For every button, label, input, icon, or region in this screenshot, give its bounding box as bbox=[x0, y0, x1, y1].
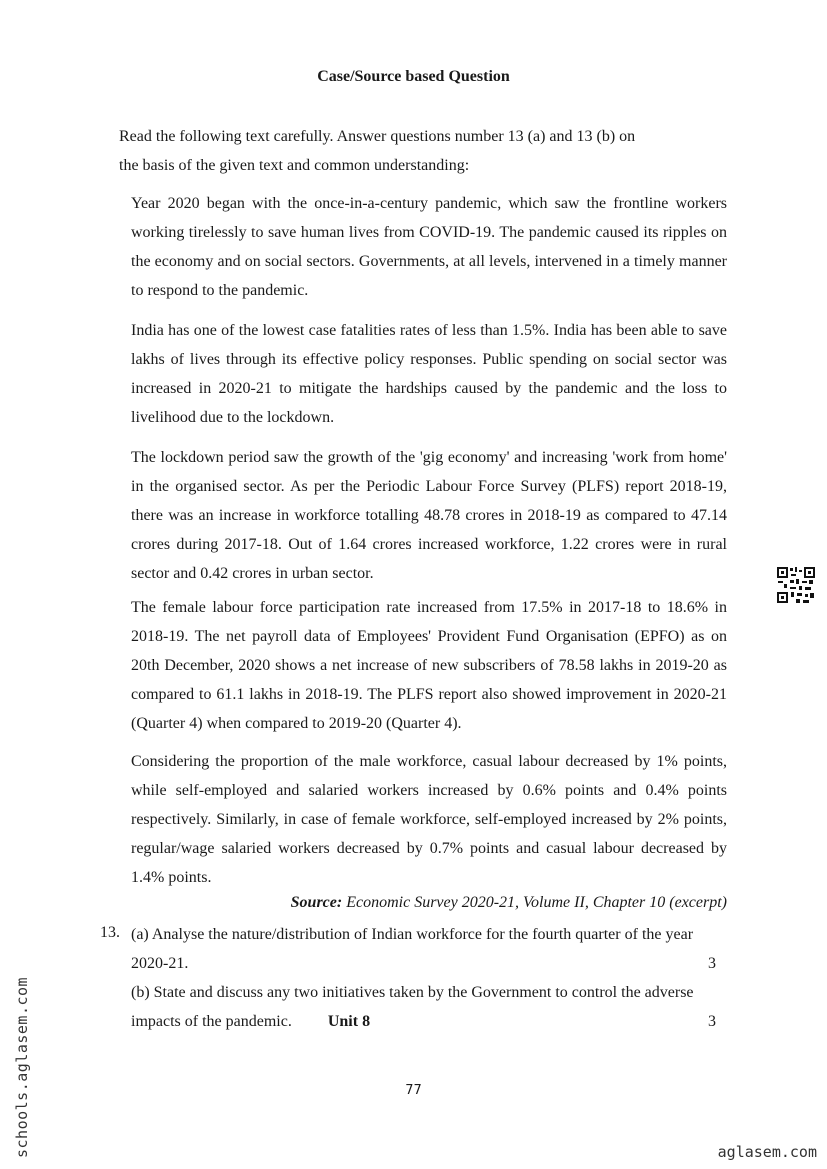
page-title: Case/Source based Question bbox=[317, 68, 510, 85]
intro-line-1: Read the following text carefully. Answer questions number 13 (a) and 13 (b) on bbox=[119, 128, 636, 145]
qr-code-icon bbox=[776, 566, 816, 604]
intro-line-2: the basis of the given text and common understanding: bbox=[119, 157, 470, 174]
question-a-line-2: 2020-21. bbox=[131, 955, 189, 972]
question-b-line-1: (b) State and discuss any two initiatives taken by the Government to control the adverse bbox=[131, 984, 694, 1001]
question-b-line-2 bbox=[131, 1007, 727, 1036]
question-b-text: impacts of the pandemic. bbox=[131, 1013, 292, 1030]
corner-watermark: aglasem.com bbox=[717, 1143, 817, 1161]
paragraph-1: Year 2020 began with the once-in-a-century pandemic, which saw the frontline workers working tirelessly to save human lives from COVID-19. The pandemic caused its ripples on the economy and on social sectors. Governments, at all levels, intervened in a timely manner to respond to the pandemic. bbox=[131, 195, 727, 299]
paragraph-4: The female labour force participation rate increased from 17.5% in 2017-18 to 18.6% in 2018-19. The net payroll data of Employees' Provident Fund Organisation (EPFO) as on 20th December, 2020 shows a net increase of new subscribers of 78.58 lakhs in 2019-20 as compared to 61.1 lakhs in 2018-19. The PLFS report also showed improvement in 2020-21 (Quarter 4) when compared to 2019-20 (Quarter 4). bbox=[131, 599, 727, 732]
source-citation bbox=[291, 894, 727, 912]
paragraph-5: Considering the proportion of the male workforce, casual labour decreased by 1% points, while self-employed and salaried workers increased by 0.6% points and 0.4% points respectively. Similarly, in case of female workforce, self-employed increased by 2% points, regular/wage salaried workers decreased by 0.7% points and casual labour decreased by 1.4% points. bbox=[131, 753, 727, 886]
question-number: 13. bbox=[100, 924, 120, 941]
page-number: 77 bbox=[405, 1083, 422, 1098]
question-a-marks: 3 bbox=[708, 955, 716, 972]
side-watermark: schools.aglasem.com bbox=[13, 976, 31, 1158]
paragraph-2: India has one of the lowest case fatalities rates of less than 1.5%. India has been able to save lakhs of lives through its effective policy responses. Public spending on social sector was increased in 2020-21 to mitigate the hardships caused by the pandemic and the loss to livelihood due to the lockdown. bbox=[131, 322, 727, 426]
source-text: Economic Survey 2020-21, Volume II, Chapter 10 (excerpt) bbox=[346, 894, 727, 911]
paragraph-3: The lockdown period saw the growth of the 'gig economy' and increasing 'work from home' in the organised sector. As per the Periodic Labour Force Survey (PLFS) report 2018-19, there was an increase in workforce totalling 48.78 crores in 2018-19 as compared to 47.14 crores during 2017-18. Out of 1.64 crores increased workforce, 1.22 crores were in rural sector and 0.42 crores in urban sector. bbox=[131, 449, 727, 582]
question-a-line-1: (a) Analyse the nature/distribution of Indian workforce for the fourth quarter of the year bbox=[131, 926, 694, 943]
question-b-marks: 3 bbox=[708, 1013, 716, 1030]
source-label: Source: bbox=[290, 894, 343, 911]
unit-label: Unit 8 bbox=[327, 1013, 371, 1030]
